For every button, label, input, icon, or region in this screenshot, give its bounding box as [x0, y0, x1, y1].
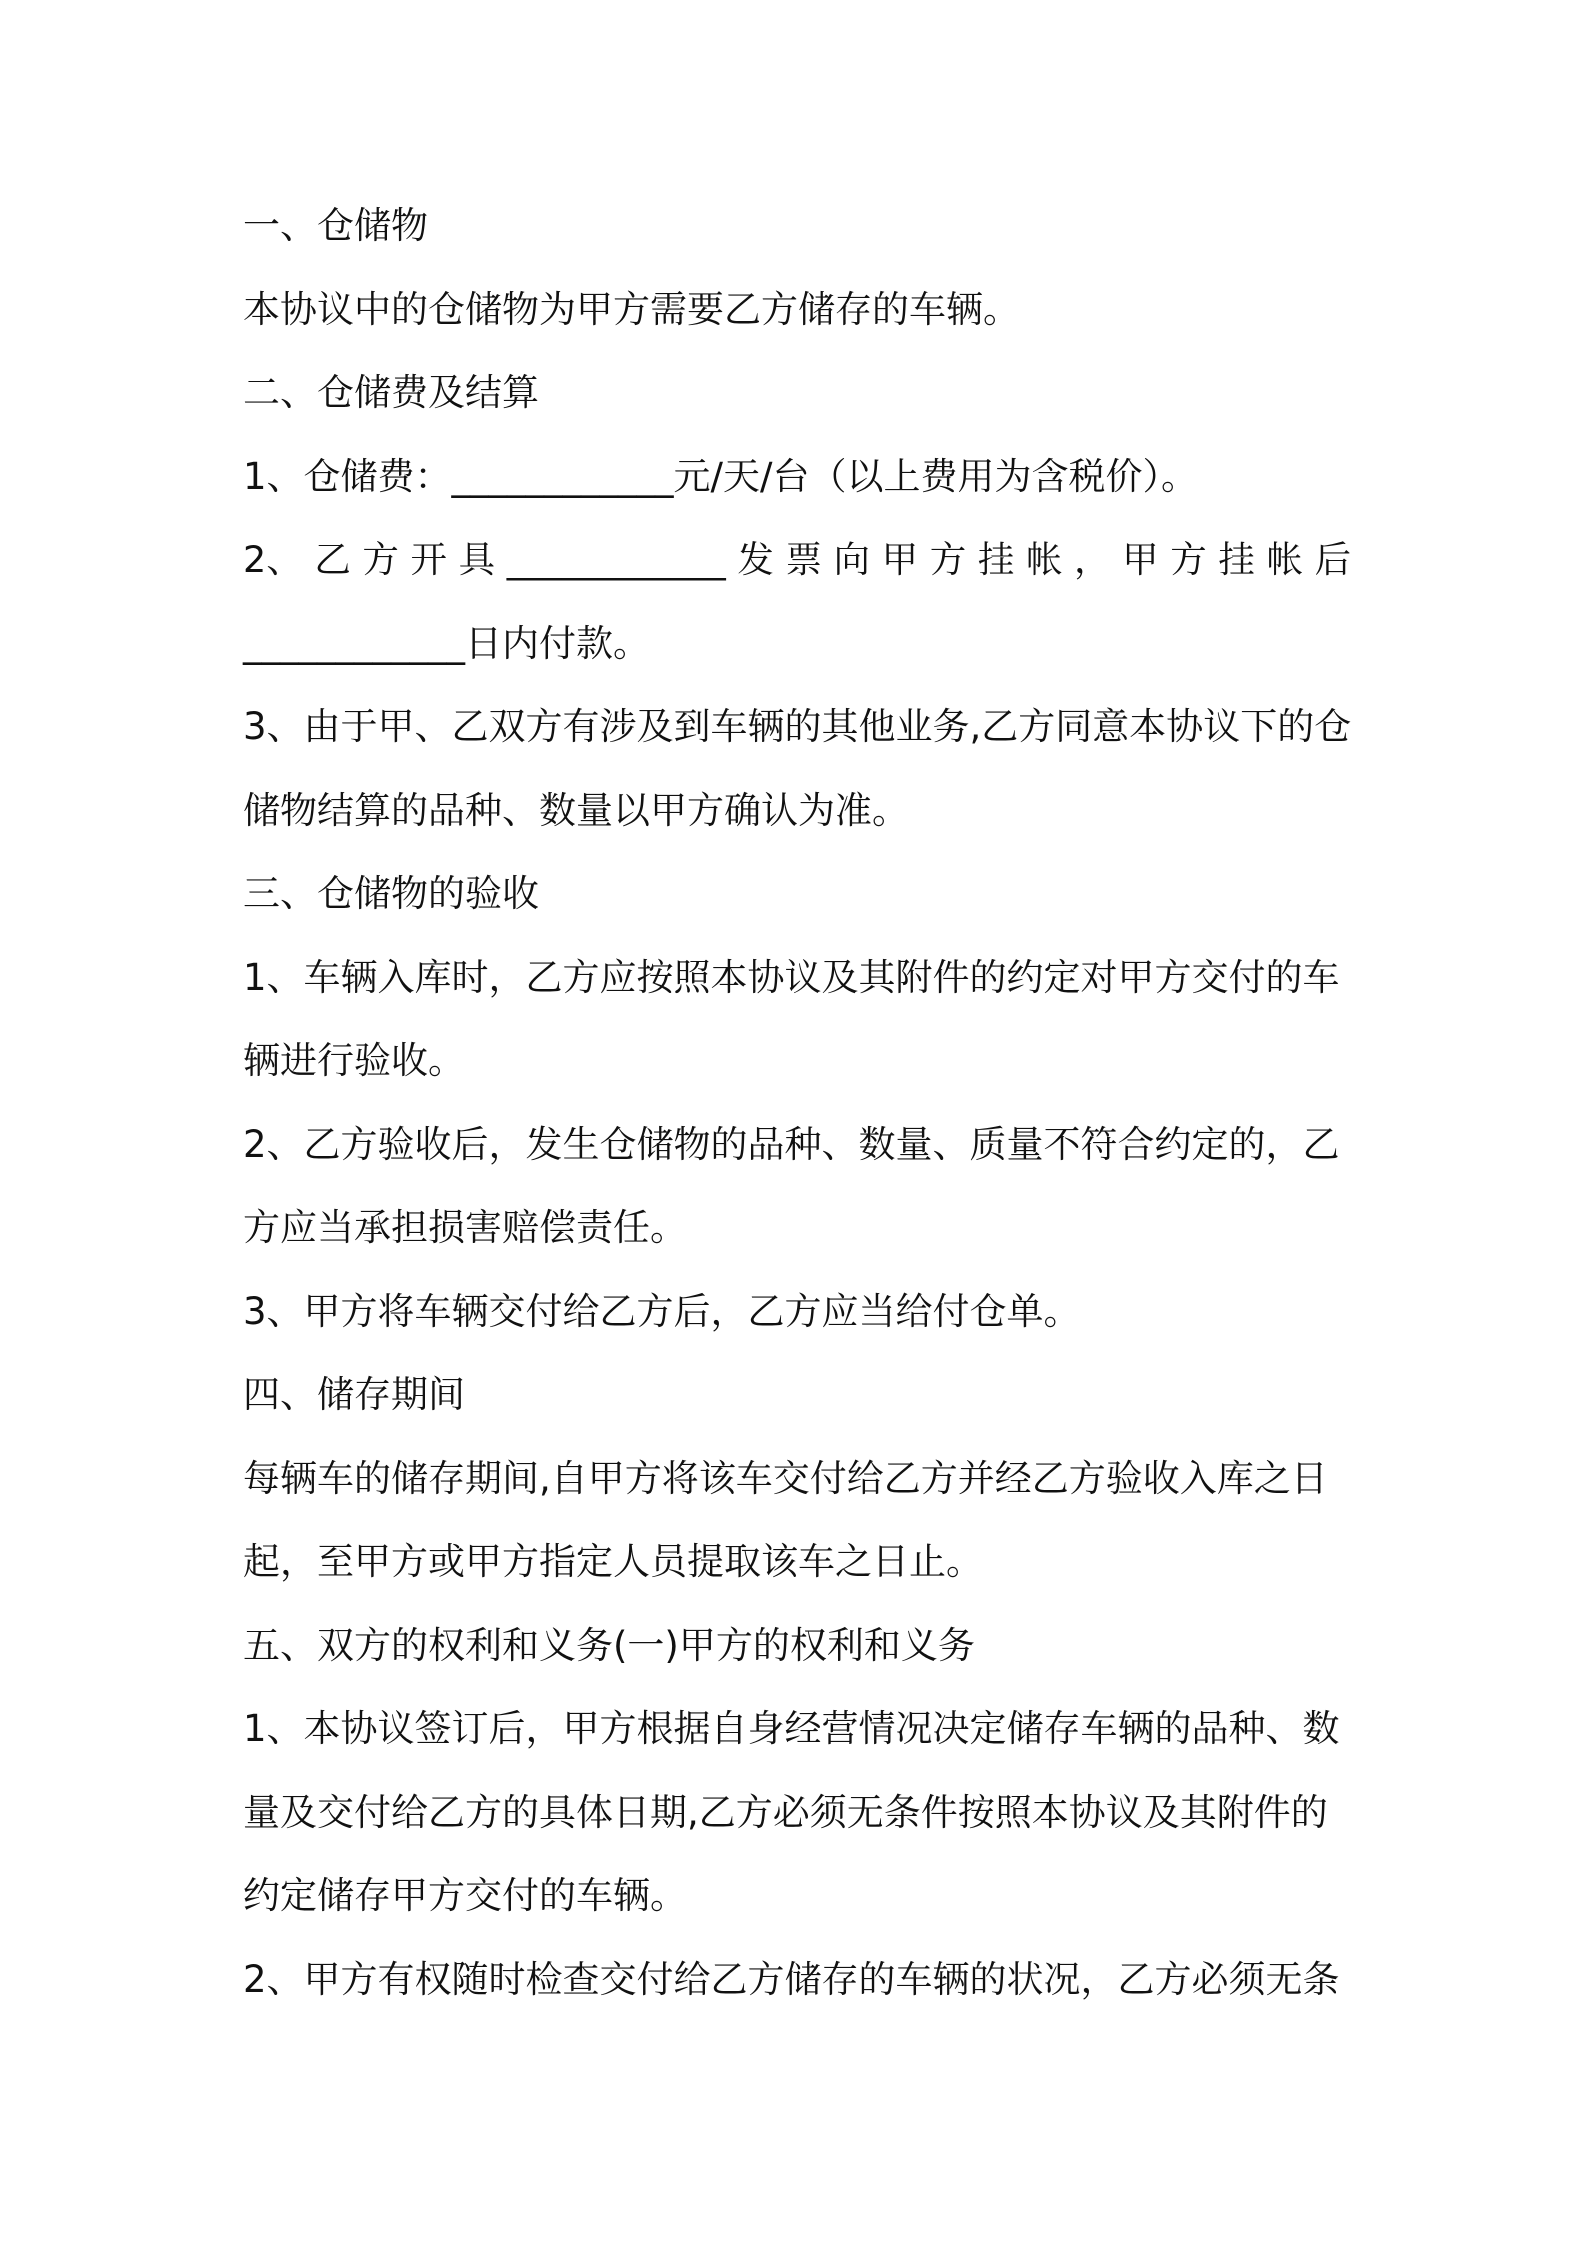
- paragraph-line: 辆进行验收。: [243, 1039, 465, 1082]
- paragraph-line: 3、甲方将车辆交付给乙方后，乙方应当给付仓单。: [243, 1290, 1081, 1333]
- section-heading-acceptance: 三、仓储物的验收: [243, 872, 539, 915]
- paragraph-line: 约定储存甲方交付的车辆。: [243, 1874, 687, 1917]
- paragraph-line: 3、由于甲、乙双方有涉及到车辆的其他业务,乙方同意本协议下的仓: [243, 705, 1352, 748]
- paragraph-line: 2、 乙 方 开 具 ____________ 发 票 向 甲 方 挂 帐 ， 甲 方 挂 帐 后: [243, 538, 1352, 581]
- section-heading-storage-period: 四、储存期间: [243, 1373, 465, 1416]
- paragraph-line: 每辆车的储存期间,自甲方将该车交付给乙方并经乙方验收入库之日: [243, 1457, 1328, 1500]
- paragraph-line: 方应当承担损害赔偿责任。: [243, 1206, 687, 1249]
- paragraph-line: 本协议中的仓储物为甲方需要乙方储存的车辆。: [243, 288, 1020, 331]
- paragraph-line: 2、甲方有权随时检查交付给乙方储存的车辆的状况，乙方必须无条: [243, 1958, 1340, 2001]
- paragraph-line: 储物结算的品种、数量以甲方确认为准。: [243, 789, 909, 832]
- section-heading-storage-item: 一、仓储物: [243, 204, 428, 247]
- paragraph-line: 起，至甲方或甲方指定人员提取该车之日止。: [243, 1540, 983, 1583]
- paragraph-line: 1、本协议签订后，甲方根据自身经营情况决定储存车辆的品种、数: [243, 1707, 1340, 1750]
- paragraph-line: 1、仓储费：____________元/天/台（以上费用为含税价）。: [243, 455, 1198, 498]
- section-heading-rights-obligations: 五、双方的权利和义务(一)甲方的权利和义务: [243, 1624, 975, 1667]
- paragraph-line: 2、乙方验收后，发生仓储物的品种、数量、质量不符合约定的，乙: [243, 1123, 1340, 1166]
- paragraph-line: ____________日内付款。: [243, 622, 650, 665]
- paragraph-line: 1、车辆入库时，乙方应按照本协议及其附件的约定对甲方交付的车: [243, 956, 1340, 999]
- section-heading-fee-settlement: 二、仓储费及结算: [243, 371, 539, 414]
- paragraph-line: 量及交付给乙方的具体日期,乙方必须无条件按照本协议及其附件的: [243, 1791, 1328, 1834]
